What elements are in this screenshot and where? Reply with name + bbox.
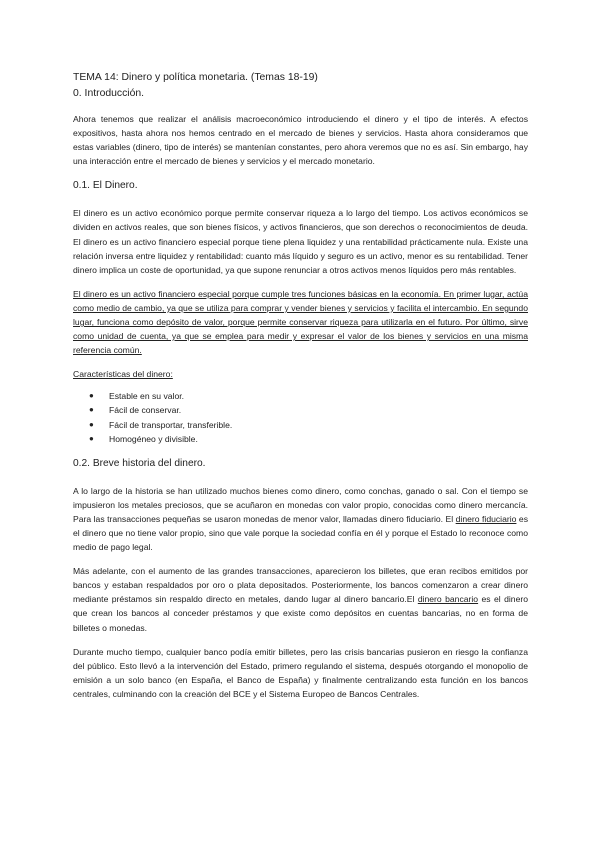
list-item: ● Estable en su valor. bbox=[109, 389, 528, 403]
section-heading-dinero: 0.1. El Dinero. bbox=[73, 180, 138, 192]
intro-heading: 0. Introducción. bbox=[73, 88, 145, 99]
historia-paragraph-3: Durante mucho tiempo, cualquier banco podía emitir billetes, pero las crisis bancarias pusieron en riesgo la confianza del público. Esto llevó a la intervención del Estado, primero regulando el sistema, después otorgando el monopolio de emisión a un solo banco (en España, el Banco de España) y finalmente centralizando esta función en los bancos centrales, culminando con la creación del BCE y el Sistema Europeo de Bancos Centrales. bbox=[73, 646, 528, 699]
term-dinero-fiduciario: dinero fiduciario bbox=[455, 513, 517, 524]
list-item: ● Homogéneo y divisible. bbox=[109, 432, 528, 446]
section-heading-historia: 0.2. Breve historia del dinero. bbox=[73, 457, 206, 469]
dinero-paragraph-1: El dinero es un activo económico porque permite conservar riqueza a lo largo del tiempo. Los activos económicos se dividen en activos reales, que son bienes físicos, y activos financieros, que son derechos o reconocimientos de deuda. El dinero es un activo financiero especial porque tiene plena liquidez y una rentabilidad prácticamente nula. Existe una relación inversa entre liquidez y rentabilidad: cuanto más líquido y seguro es un activo, menor es su rentabilidad. Tener dinero implica un coste de oportunidad, ya que supone renunciar a otros activos menos líquidos pero más rentables. bbox=[73, 208, 528, 275]
characteristics-heading: Características del dinero: bbox=[73, 369, 173, 380]
document-title: TEMA 14: Dinero y política monetaria. (Temas 18-19) bbox=[73, 72, 318, 83]
historia-paragraph-2: Más adelante, con el aumento de las grandes transacciones, aparecieron los billetes, que eran recibos emitidos por bancos y estaban respaldados por oro o plata depositados. Posteriormente, los bancos comenzaron a crear dinero mediante préstamos sin respaldo directo en metales, dando lugar al dinero bancario.El dinero bancario es el dinero que crean los bancos al conceder préstamos y que existe como depósitos en cuentas bancarias, no en forma de billetes o monedas. bbox=[73, 566, 528, 633]
historia-paragraph-1: A lo largo de la historia se han utilizado muchos bienes como dinero, como conchas, ganado o sal. Con el tiempo se impusieron los metales preciosos, que se acuñaron en monedas con valor propio, conocidas como dinero mercancía. Para las transacciones pequeñas se usaron monedas de menor valor, llamadas dinero fiduciario. El dinero fiduciario es el dinero que no tiene valor propio, sino que vale porque la sociedad confía en él y porque el Estado lo reconoce como medio de pago legal. bbox=[73, 485, 528, 553]
list-item: ● Fácil de conservar. bbox=[109, 403, 528, 417]
characteristics-list bbox=[73, 389, 528, 445]
dinero-paragraph-functions: El dinero es un activo financiero especial porque cumple tres funciones básicas en la economía. En primer lugar, actúa como medio de cambio, ya que se utiliza para comprar y vender bienes y servicios y facilita el intercambio. En segundo lugar, funciona como depósito de valor, porque permite conservar riqueza para utilizarla en el futuro. Por último, sirve como unidad de cuenta, ya que se emplea para medir y expresar el valor de los bienes y servicios en una misma referencia común. bbox=[73, 288, 528, 356]
bullet-icon: ● bbox=[89, 419, 94, 429]
intro-paragraph: Ahora tenemos que realizar el análisis macroeconómico introduciendo el dinero y el tipo de interés. A efectos expositivos, hasta ahora nos hemos centrado en el mercado de bienes y servicios. Hasta ahora consideramos que estas variables (dinero, tipo de interés) se mantenían constantes, pero ahora veremos que no es así. Sin embargo, hay una interacción entre el mercado de bienes y servicios y el mercado monetario. bbox=[73, 114, 528, 167]
list-item: ● Fácil de transportar, transferible. bbox=[109, 418, 528, 432]
bullet-icon: ● bbox=[89, 405, 94, 415]
bullet-icon: ● bbox=[89, 391, 94, 401]
term-dinero-bancario: dinero bancario bbox=[417, 594, 479, 605]
bullet-icon: ● bbox=[89, 433, 94, 443]
